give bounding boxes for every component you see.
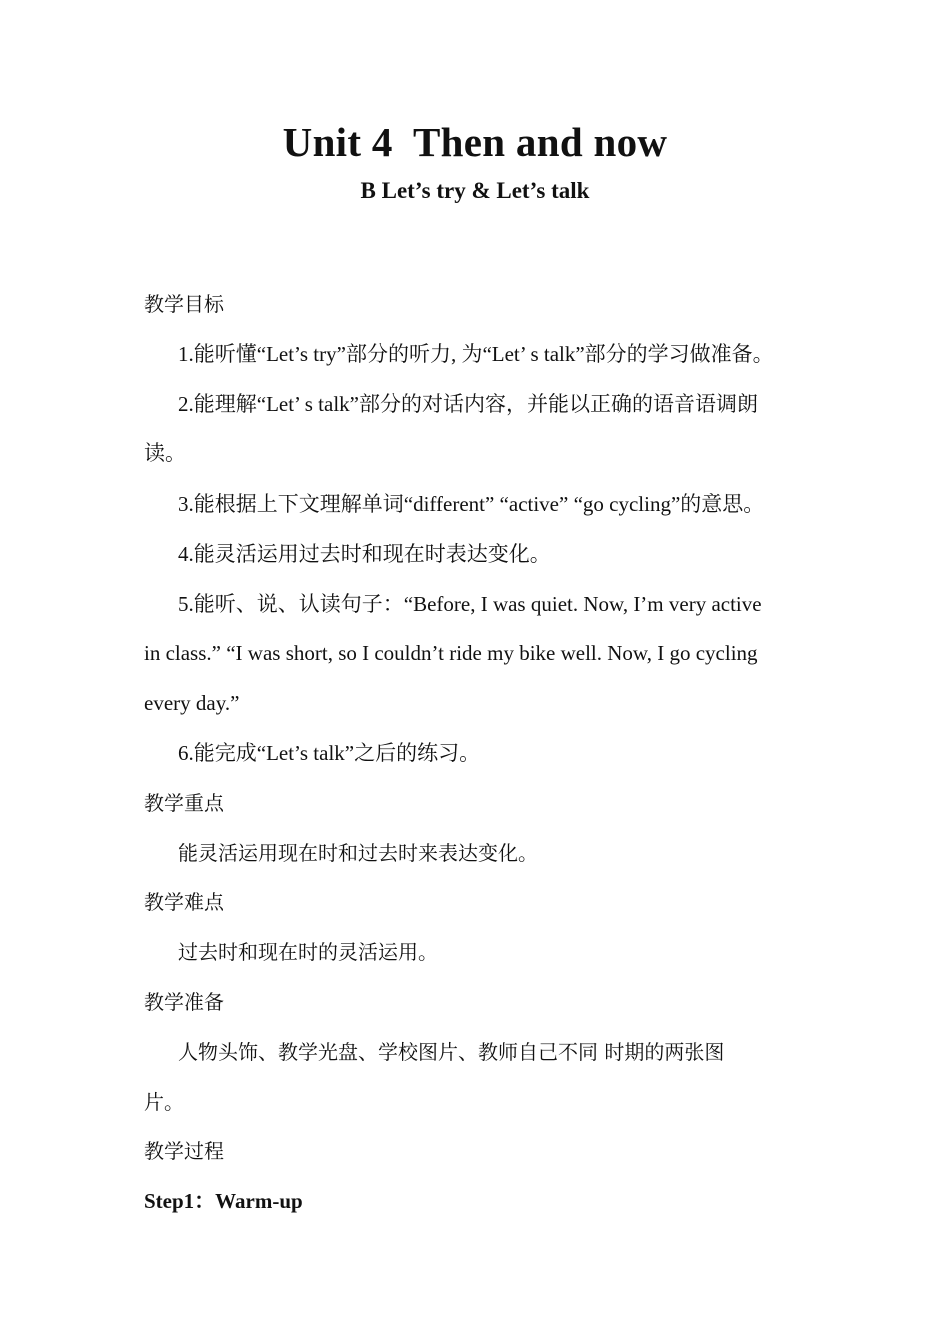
objective-item-4: 4.能灵活运用过去时和现在时表达变化。	[178, 542, 551, 566]
difficulties-heading: 教学难点	[144, 890, 224, 914]
objective-item-5-line-1: 5.能听、说、认读句子：“Before, I was quiet. Now, I’m very active	[178, 592, 762, 616]
objectives-heading: 教学目标	[144, 292, 224, 316]
preparation-text-line-2: 片。	[144, 1090, 184, 1114]
objective-item-3: 3.能根据上下文理解单词“different” “active” “go cycling”的意思。	[178, 492, 765, 516]
difficulties-text: 过去时和现在时的灵活运用。	[178, 940, 438, 964]
objective-item-5-line-3: every day.”	[144, 691, 240, 715]
objective-item-1: 1.能听懂“Let’s try”部分的听力, 为“Let’ s talk”部分的学习做准备。	[178, 342, 774, 366]
document-subtitle: B Let’s try & Let’s talk	[360, 178, 590, 203]
step1-heading: Step1：Warm-up	[144, 1189, 303, 1213]
document-title: Unit 4 Then and now	[282, 119, 668, 165]
objective-item-2-line-2: 读。	[144, 441, 186, 465]
objective-item-6: 6.能完成“Let’s talk”之后的练习。	[178, 741, 481, 765]
preparation-text-line-1: 人物头饰、教学光盘、学校图片、教师自己不同 时期的两张图	[178, 1040, 725, 1064]
objective-item-5-line-2: in class.” “I was short, so I couldn’t ride my bike well. Now, I go cycling	[144, 641, 758, 665]
key-points-text: 能灵活运用现在时和过去时来表达变化。	[178, 841, 538, 865]
objective-item-2-line-1: 2.能理解“Let’ s talk”部分的对话内容，并能以正确的语音语调朗	[178, 392, 758, 416]
preparation-heading: 教学准备	[144, 990, 224, 1014]
process-heading: 教学过程	[144, 1139, 224, 1163]
key-points-heading: 教学重点	[144, 791, 224, 815]
